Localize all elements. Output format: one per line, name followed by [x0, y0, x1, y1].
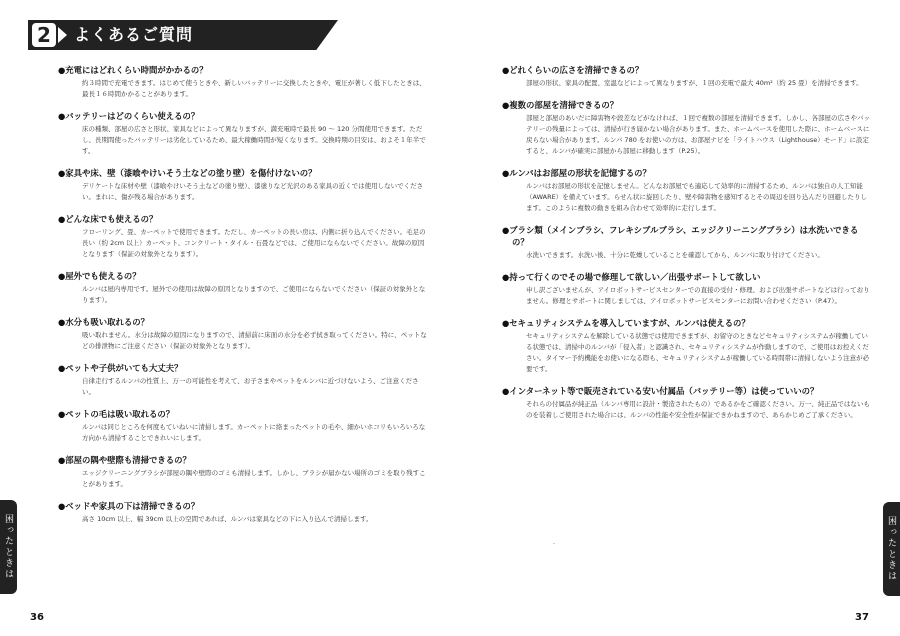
- faq-answer: 高さ 10cm 以上、幅 39cm 以上の空間であれば、ルンバは家具などの下に入り込んで清掃します。: [82, 515, 373, 523]
- faq-question: ●インターネット等で販売されている安い付属品（バッテリー等）は使っていいの？: [502, 386, 819, 396]
- faq-answer: 吸い取れません。水分は故障の原因になりますので、清掃前に床面の水分を必ず拭き取ってください。特に、ペットなどの排泄物にご注意ください（保証の対象外となります）。: [82, 331, 427, 350]
- left-column: [58, 64, 428, 535]
- faq-answer: ルンバはお部屋の形状を記憶しません。どんなお部屋でも適応して効率的に清掃するため、ルンバは独自の人工知能（AWARE）を備えています。らせん状に旋回したり、壁や障害物を感知するとその周辺を回り込んだり回避したりします。このように複数の動きを組み合わせて効率的に走行します。: [526, 182, 868, 212]
- faq-question: ●ベッドや家具の下は清掃できるの？: [58, 501, 200, 511]
- faq-item: [502, 271, 872, 307]
- faq-item: [502, 64, 872, 89]
- faq-answer: エッジクリーニングブラシが部屋の隅や壁際のゴミも清掃します。しかし、ブラシが届かない場所のゴミを取り残すことがあります。: [82, 469, 426, 488]
- faq-item: [502, 167, 872, 214]
- faq-item: [58, 408, 428, 444]
- faq-item: [58, 213, 428, 260]
- right-column: [502, 64, 872, 431]
- faq-answer: 約３時間で充電できます。はじめて使うときや、新しいバッテリーに交換したときや、電圧が著しく低下したときは、最長１６時間かかることがあります。: [82, 79, 426, 98]
- faq-question: ●ブラシ類（メインブラシ、フレキシブルブラシ、エッジクリーニングブラシ）は水洗いできるの？: [502, 225, 859, 247]
- faq-item: [502, 385, 872, 421]
- faq-answer: 部屋と部屋のあいだに障害物や段差などがなければ、１回で複数の部屋を清掃できます。しかし、各部屋の広さやバッテリーの残量によっては、清掃が行き届かない場合があります。また、ホームベースを使用した際に、ホームベースに戻らない場合があります。ルンバ 780 をお使いの方は、お部屋ナビを「ライトハウス（Lighthouse）モード」に設定すると、ルンバが確実に部屋から部屋に移動します（P.25）。: [526, 114, 870, 155]
- faq-question: ●水分も吸い取れるの？: [58, 317, 150, 327]
- stray-dot: ·: [553, 541, 555, 548]
- faq-item: [58, 270, 428, 306]
- faq-question: ●充電にはどれくらい時間がかかるの？: [58, 65, 208, 75]
- faq-item: [502, 99, 872, 157]
- section-title: よくあるご質問: [74, 25, 194, 44]
- faq-item: [58, 362, 428, 398]
- faq-answer: ルンバは屋内専用です。屋外での使用は故障の原因となりますので、ご使用にならないでください（保証の対象外となります）。: [82, 285, 426, 304]
- faq-question: ●持って行くのでその場で修理して欲しい／出張サポートして欲しい: [502, 272, 761, 282]
- arrow-right-icon: [58, 27, 67, 43]
- faq-question: ●バッテリーはどのくらい使えるの？: [58, 111, 200, 121]
- faq-answer: デリケートな床材や壁（漆喰やけいそう土などの塗り壁）、漆塗りなど光沢のある家具の近くでは使用しないでください。まれに、傷が残る場合があります。: [82, 182, 424, 201]
- faq-question: ●どれくらいの広さを清掃できるの？: [502, 65, 644, 75]
- faq-item: [58, 167, 428, 203]
- section-number: 2: [32, 23, 56, 47]
- faq-answer: それらの付属品が純正品（ルンバ専用に設計・製造されたもの）であるかをご確認ください。万一、純正品ではないものを装着しご使用された場合には、ルンバの性能や安全性が保証できかねますので、あらかじめご了承ください。: [526, 400, 870, 419]
- faq-question: ●どんな床でも使えるの？: [58, 214, 158, 224]
- faq-question: ●ペットの毛は吸い取れるの？: [58, 409, 175, 419]
- faq-question: ●セキュリティシステムを導入していますが、ルンバは使えるの？: [502, 318, 750, 328]
- faq-question: ●ペットや子供がいても大丈夫？: [58, 363, 183, 373]
- faq-question: ●部屋の隅や壁際も清掃できるの？: [58, 455, 191, 465]
- faq-answer: 自律走行するルンバの性質上、万一の可能性を考えて、お子さまやペットをルンバに近づけないよう、ご注意ください。: [82, 377, 419, 396]
- faq-answer: ルンバは同じところを何度もていねいに清掃します。カーペットに絡まったペットの毛や、細かいホコリもいろいろな方向から清掃することできれいにします。: [82, 423, 426, 442]
- faq-item: [58, 500, 428, 525]
- faq-item: [58, 316, 428, 352]
- faq-item: [58, 454, 428, 490]
- faq-question: ●複数の部屋を清掃できるの？: [502, 100, 619, 110]
- faq-answer: 水洗いできます。水洗い後、十分に乾燥していることを確認してから、ルンバに取り付けてください。: [526, 251, 824, 259]
- faq-question: ●屋外でも使えるの？: [58, 271, 141, 281]
- faq-item: [502, 224, 872, 261]
- side-tab-left: 困ったときは: [0, 500, 17, 594]
- faq-question: ●家具や床、壁（漆喰やけいそう土などの塗り壁）を傷付けないの？: [58, 168, 317, 178]
- faq-answer: 申し訳ございませんが、アイロボットサービスセンターでの直接の受付・修理、および出張サポートなどは行っておりません。修理とサポートに関しましては、アイロボットサービスセンターにお問い合わせください（P.47）。: [526, 286, 870, 305]
- page-number-right: 37: [855, 612, 869, 623]
- faq-answer: 部屋の形状、家具の配置、室温などによって異なりますが、１回の充電で最大 40m²（約 25 畳）を清掃できます。: [526, 79, 863, 87]
- faq-answer: セキュリティシステムを解除している状態では使用できますが、お留守のときなどセキュリティシステムが稼働している状態では、清掃中のルンバが「侵入者」と認識され、セキュリティシステムが作動しますので、ご使用はお控えください。タイマー予約機能をお使いになる際も、セキュリティシステムが稼働している時間帯に清掃しないよう注意が必要です。: [526, 332, 870, 373]
- faq-answer: 床の種類、部屋の広さと形状、家具などによって異なりますが、満充電時で最長 90 〜 120 分間使用できます。ただし、長期間使ったバッテリーは劣化しているため、最大稼働時間が短くなります。交換時期の目安は、およそ１年半です。: [82, 125, 426, 155]
- section-header: [28, 20, 338, 50]
- faq-answer: フローリング、畳、カーペットで使用できます。ただし、カーペットの長い房は、内側に折り込んでください。毛足の長い（約 2cm 以上）カーペット、コンクリート・タイル・石畳などでは、ご使用にならないでください。故障の原因となります（保証の対象外となります）。: [82, 228, 426, 258]
- faq-item: [58, 64, 428, 100]
- faq-item: [58, 110, 428, 157]
- page-number-left: 36: [30, 612, 44, 623]
- faq-item: [502, 317, 872, 375]
- side-tab-right: 困ったときは: [883, 502, 900, 596]
- faq-question: ●ルンバはお部屋の形状を記憶するの？: [502, 168, 651, 178]
